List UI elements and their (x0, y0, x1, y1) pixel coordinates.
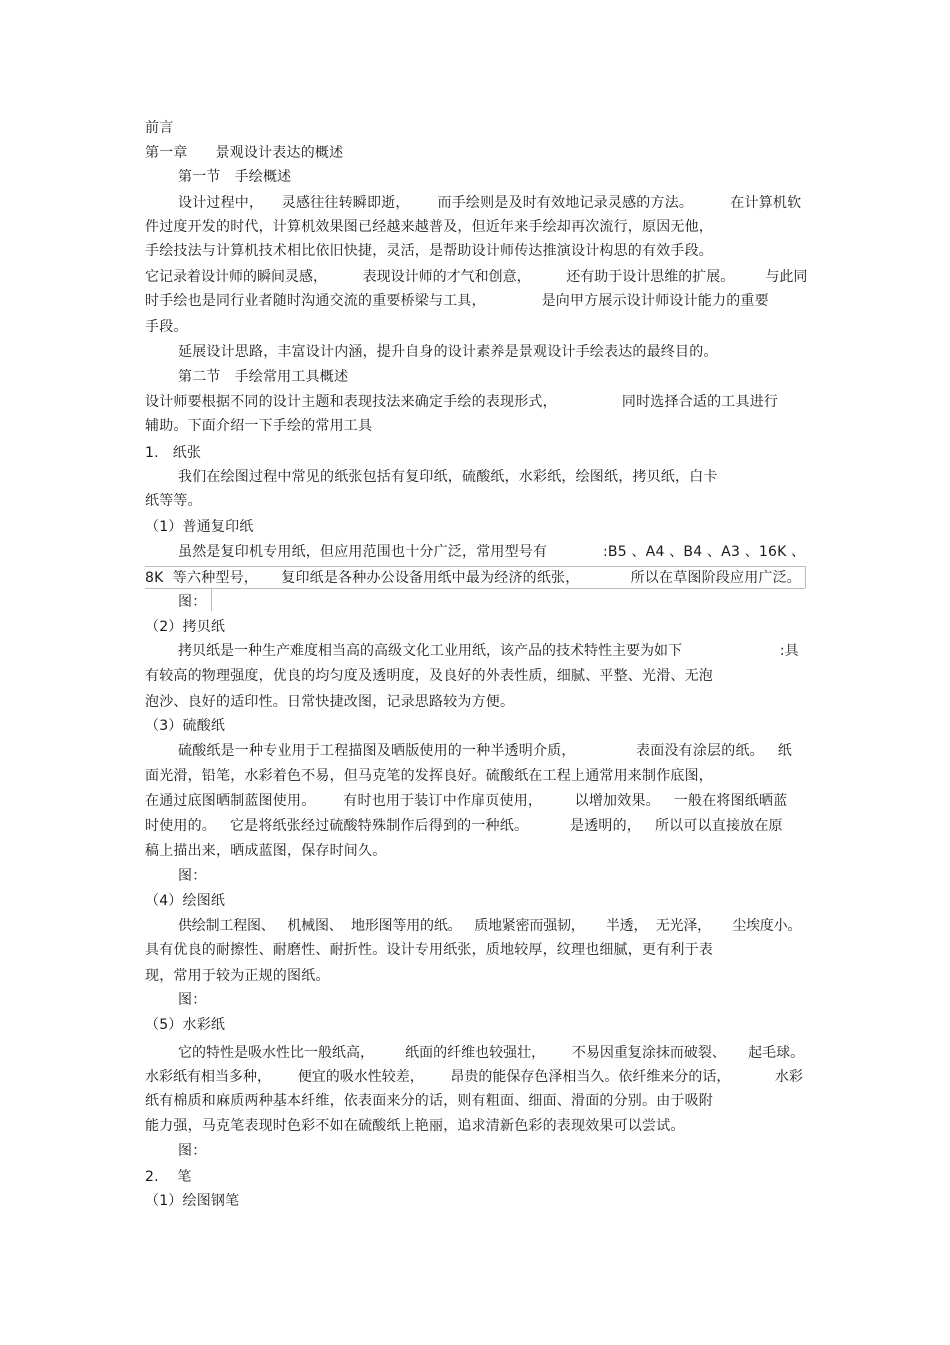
text-line: 供绘制工程图、 机械图、 地形图等用的纸。 质地紧密而强韧， 半透， 无光泽， 尘埃度小。 (178, 918, 802, 934)
text-line: 手段。 (145, 319, 188, 335)
text-line: 在通过底图晒制蓝图使用。 有时也用于装订中作扉页使用， 以增加效果。 一般在将图纸晒蓝 (145, 793, 788, 809)
text-line: 图： (178, 1143, 207, 1159)
frame-top-line (145, 566, 805, 567)
text-line: （1）绘图钢笔 (145, 1193, 240, 1209)
text-line: 拷贝纸是一种生产难度相当高的高级文化工业用纸，该产品的技术特性主要为如下 :具 (178, 643, 799, 659)
text-line: 件过度开发的时代，计算机效果图已经越来越普及，但近年来手绘却再次流行，原因无他， (145, 219, 713, 235)
text-line: 虽然是复印机专用纸，但应用范围也十分广泛，常用型号有 :B5 、A4 、B4 、A3 、16K 、 (178, 544, 806, 560)
text-line: 硫酸纸是一种专业用于工程描图及晒版使用的一种半透明介质， 表面没有涂层的纸。 纸 (178, 743, 793, 759)
text-line: 时手绘也是同行业者随时沟通交流的重要桥梁与工具， 是向甲方展示设计师设计能力的重要 (145, 293, 769, 309)
text-line: 有较高的物理强度，优良的均匀度及透明度，及良好的外表性质，细腻、平整、光滑、无泡 (145, 668, 713, 684)
text-line: 手绘技法与计算机技术相比依旧快捷，灵活，是帮助设计师传达推演设计构思的有效手段。 (145, 243, 713, 259)
text-line: 第二节 手绘常用工具概述 (178, 369, 349, 385)
text-line: （2）拷贝纸 (145, 619, 226, 635)
text-line: 8K 等六种型号， 复印纸是各种办公设备用纸中最为经济的纸张， 所以在草图阶段应用广泛。 (145, 570, 801, 586)
text-line: （5）水彩纸 (145, 1017, 226, 1033)
text-line: 图： (178, 992, 207, 1008)
text-line: 时使用的。 它是将纸张经过硫酸特殊制作后得到的一种纸。 是透明的， 所以可以直接放在原 (145, 818, 783, 834)
text-line: 它的特性是吸水性比一般纸高， 纸面的纤维也较强壮， 不易因重复涂抹而破裂、 起毛球。 (178, 1045, 805, 1061)
text-line: 我们在绘图过程中常见的纸张包括有复印纸，硫酸纸，水彩纸，绘图纸，拷贝纸，白卡 (178, 469, 718, 485)
text-line: 现，常用于较为正规的图纸。 (145, 968, 330, 984)
text-line: 设计过程中， 灵感往往转瞬即逝， 而手绘则是及时有效地记录灵感的方法。 在计算机软 (178, 195, 802, 211)
text-line: 第一章 景观设计表达的概述 (145, 145, 344, 161)
text-line: 纸有棉质和麻质两种基本纤维，依表面来分的话，则有粗面、细面、滑面的分别。由于吸附 (145, 1093, 713, 1109)
frame-bottom-line (145, 588, 805, 589)
text-line: 第一节 手绘概述 (178, 169, 292, 185)
text-line: 1. 纸张 (145, 445, 202, 461)
text-line: 设计师要根据不同的设计主题和表现技法来确定手绘的表现形式， 同时选择合适的工具进行 (145, 394, 779, 410)
text-line: 泡沙、良好的适印性。日常快捷改图，记录思路较为方便。 (145, 694, 515, 710)
text-line: 水彩纸有相当多种， 便宜的吸水性较差， 昂贵的能保存色泽相当久。依纤维来分的话， 水彩 (145, 1069, 803, 1085)
frame-right-line (805, 566, 806, 588)
text-line: 前言 (145, 120, 174, 136)
text-line: 纸等等。 (145, 493, 202, 509)
text-line: 能力强，马克笔表现时色彩不如在硫酸纸上艳丽，追求清新色彩的表现效果可以尝试。 (145, 1118, 685, 1134)
text-line: 它记录着设计师的瞬间灵感， 表现设计师的才气和创意， 还有助于设计思维的扩展。 与此同 (145, 269, 808, 285)
text-line: 稿上描出来，晒成蓝图，保存时间久。 (145, 843, 387, 859)
text-line: （1）普通复印纸 (145, 519, 254, 535)
text-line: 辅助。下面介绍一下手绘的常用工具 (145, 418, 373, 434)
text-line: 面光滑，铅笔，水彩着色不易，但马克笔的发挥良好。硫酸纸在工程上通常用来制作底图， (145, 768, 713, 784)
text-line: 图： (178, 594, 207, 610)
frame-figure-line (211, 589, 212, 611)
text-line: （3）硫酸纸 (145, 718, 226, 734)
text-line: 延展设计思路，丰富设计内涵，提升自身的设计素养是景观设计手绘表达的最终目的。 (178, 344, 718, 360)
text-line: （4）绘图纸 (145, 893, 226, 909)
text-line: 2. 笔 (145, 1169, 192, 1185)
text-line: 图： (178, 868, 207, 884)
text-line: 具有优良的耐擦性、耐磨性、耐折性。设计专用纸张，质地较厚，纹理也细腻，更有利于表 (145, 942, 713, 958)
